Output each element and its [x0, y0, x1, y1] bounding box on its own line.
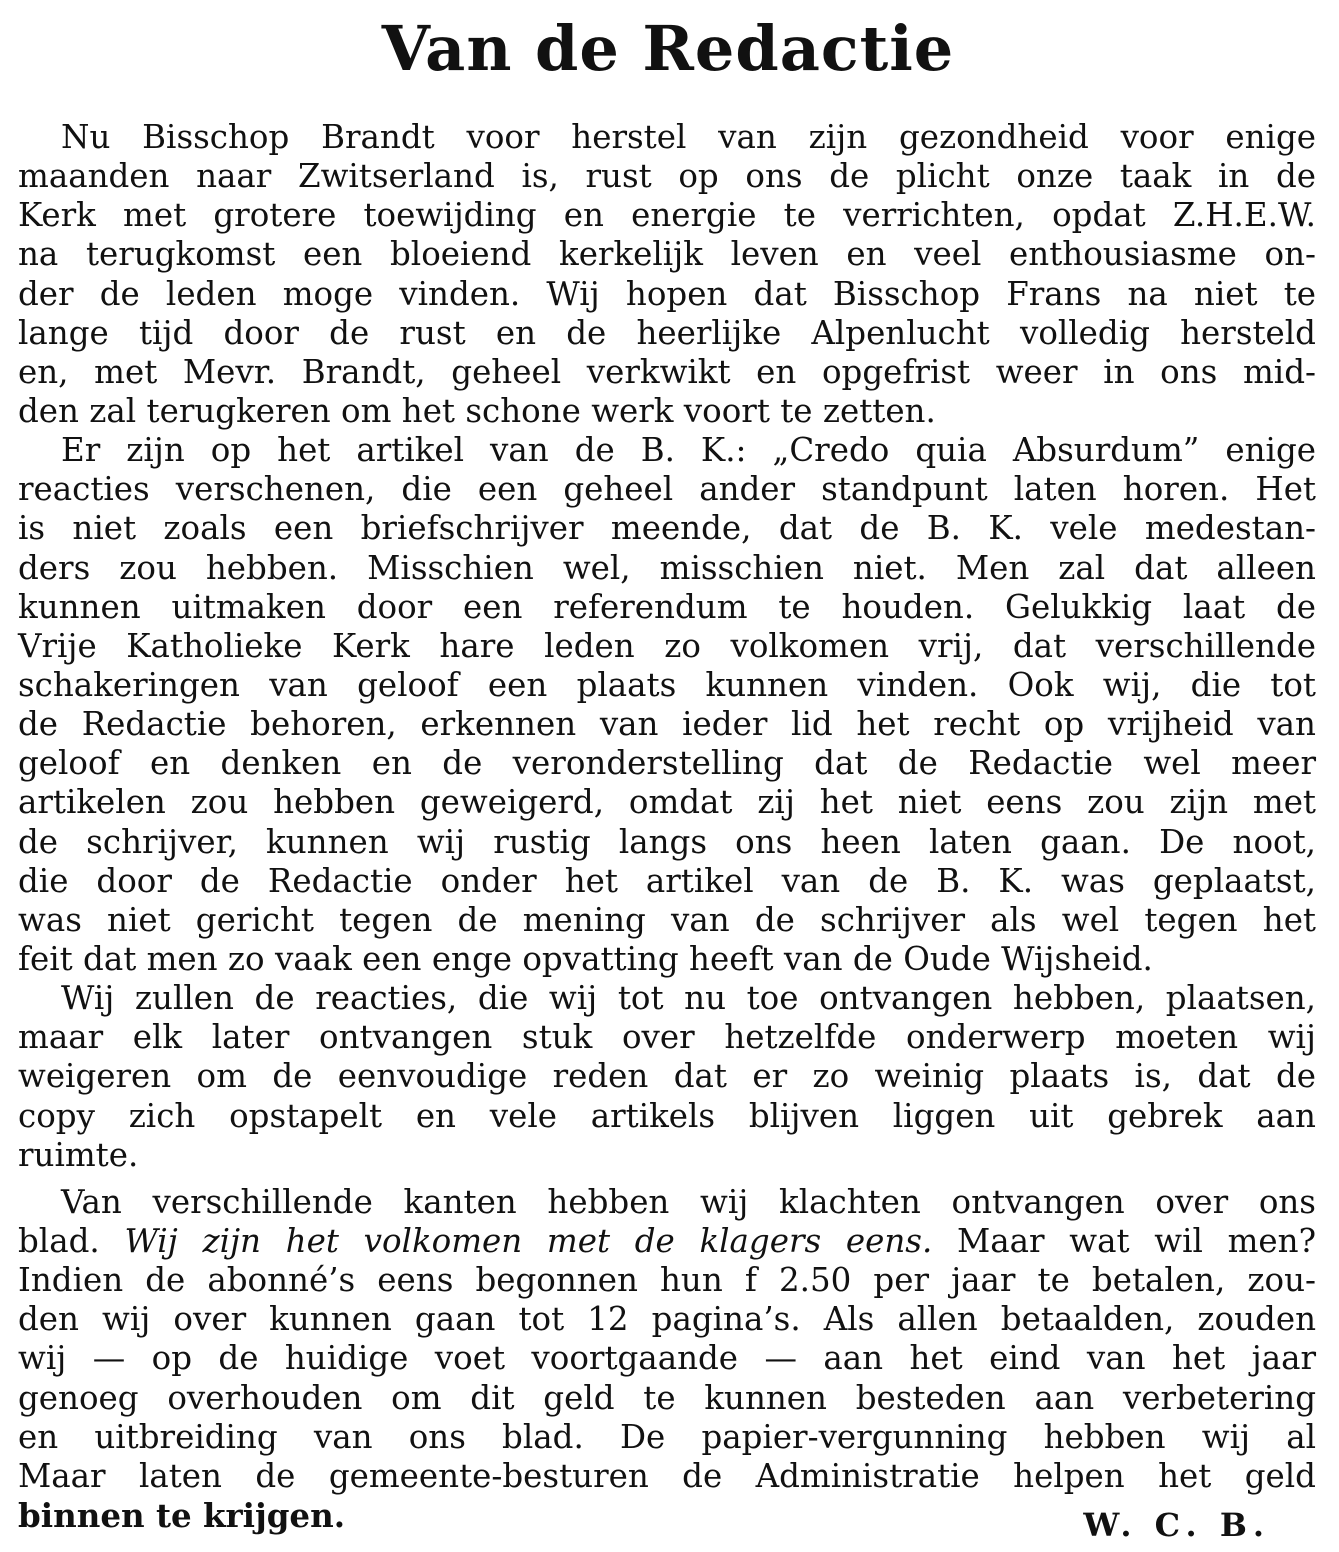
- paragraph-bishop-absence: [18, 118, 1316, 431]
- article-body: [18, 118, 1316, 1544]
- paragraph-complaints: [18, 1182, 1316, 1544]
- text-line: Indien de abonné’s eens begonnen hun f 2.50 per jaar te betalen, zou-: [18, 1261, 1316, 1300]
- text-line: weigeren om de eenvoudige reden dat er zo weinig plaats is, dat de: [18, 1057, 1316, 1096]
- text-line: de schrijver, kunnen wij rustig langs ons heen laten gaan. De noot,: [18, 822, 1316, 861]
- text-line: geloof en denken en de veronderstelling dat de Redactie wel meer: [18, 744, 1316, 783]
- article-title: Van de Redactie: [381, 12, 955, 85]
- text-line-mixed: [18, 1222, 1316, 1261]
- text-line: ders zou hebben. Misschien wel, misschien niet. Men zal dat alleen: [18, 548, 1316, 587]
- text-line: is niet zoals een briefschrijver meende, dat de B. K. vele medestan-: [18, 509, 1316, 548]
- text-line: en uitbreiding van ons blad. De papier-vergunning hebben wij al: [18, 1417, 1316, 1456]
- author-signature: W. C. B.: [1083, 1505, 1270, 1544]
- text-line: was niet gericht tegen de mening van de schrijver als wel tegen het: [18, 900, 1316, 939]
- closing-line: [18, 1495, 1316, 1544]
- text-line: den wij over kunnen gaan tot 12 pagina’s. Als allen betaalden, zouden: [18, 1300, 1316, 1339]
- text-line: Wij zullen de reacties, die wij tot nu toe ontvangen hebben, plaatsen,: [61, 979, 1316, 1018]
- text-line: wij — op de huidige voet voortgaande — aan het eind van het jaar: [18, 1339, 1316, 1378]
- text-line: schakeringen van geloof een plaats kunnen vinden. Ook wij, die tot: [18, 665, 1316, 704]
- text-line: lange tijd door de rust en de heerlijke Alpenlucht volledig hersteld: [18, 313, 1316, 352]
- text-line: reacties verschenen, die een geheel ander standpunt laten horen. Het: [18, 470, 1316, 509]
- text-line: feit dat men zo vaak een enge opvatting heeft van de Oude Wijsheid.: [18, 939, 1153, 978]
- text-segment: blad.: [18, 1221, 100, 1260]
- paragraph-reactions-policy: [18, 979, 1316, 1175]
- italic-emphasis: Wij zijn het volkomen met de klagers eens.: [124, 1221, 933, 1260]
- text-line: genoeg overhouden om dit geld te kunnen besteden aan verbetering: [18, 1378, 1316, 1417]
- text-line: na terugkomst een bloeiend kerkelijk leven en veel enthousiasme on-: [18, 235, 1316, 274]
- text-line: Er zijn op het artikel van de B. K.: „Credo quia Absurdum” enige: [61, 431, 1316, 470]
- text-line: en, met Mevr. Brandt, geheel verkwikt en opgefrist weer in ons mid-: [18, 352, 1316, 391]
- text-line: de Redactie behoren, erkennen van ieder lid het recht op vrijheid van: [18, 705, 1316, 744]
- text-segment: Maar wat wil men?: [957, 1221, 1316, 1260]
- text-line: der de leden moge vinden. Wij hopen dat Bisschop Frans na niet te: [18, 274, 1316, 313]
- text-line: maanden naar Zwitserland is, rust op ons de plicht onze taak in de: [18, 157, 1316, 196]
- text-line: die door de Redactie onder het artikel van de B. K. was geplaatst,: [18, 861, 1316, 900]
- article-page: [18, 0, 1318, 1552]
- text-line: den zal terugkeren om het schone werk voort te zetten.: [18, 391, 936, 430]
- text-line: Kerk met grotere toewijding en energie te verrichten, opdat Z.H.E.W.: [18, 196, 1316, 235]
- text-line: Nu Bisschop Brandt voor herstel van zijn gezondheid voor enige: [61, 118, 1316, 156]
- text-line: copy zich opstapelt en vele artikels blijven liggen uit gebrek aan: [18, 1096, 1316, 1135]
- text-line: Vrije Katholieke Kerk hare leden zo volkomen vrij, dat verschillende: [18, 626, 1316, 665]
- text-line: maar elk later ontvangen stuk over hetzelfde onderwerp moeten wij: [18, 1018, 1316, 1057]
- text-line: Van verschillende kanten hebben wij klachten ontvangen over ons: [61, 1182, 1316, 1221]
- text-line: kunnen uitmaken door een referendum te houden. Gelukkig laat de: [18, 587, 1316, 626]
- text-segment: binnen te krijgen.: [18, 1495, 346, 1535]
- text-line: ruimte.: [18, 1135, 139, 1174]
- text-line: artikelen zou hebben geweigerd, omdat zij het niet eens zou zijn met: [18, 783, 1316, 822]
- paragraph-spacer: [18, 1175, 1316, 1183]
- text-line: Maar laten de gemeente-besturen de Administratie helpen het geld: [18, 1456, 1316, 1495]
- paragraph-credo-reactions: [18, 431, 1316, 979]
